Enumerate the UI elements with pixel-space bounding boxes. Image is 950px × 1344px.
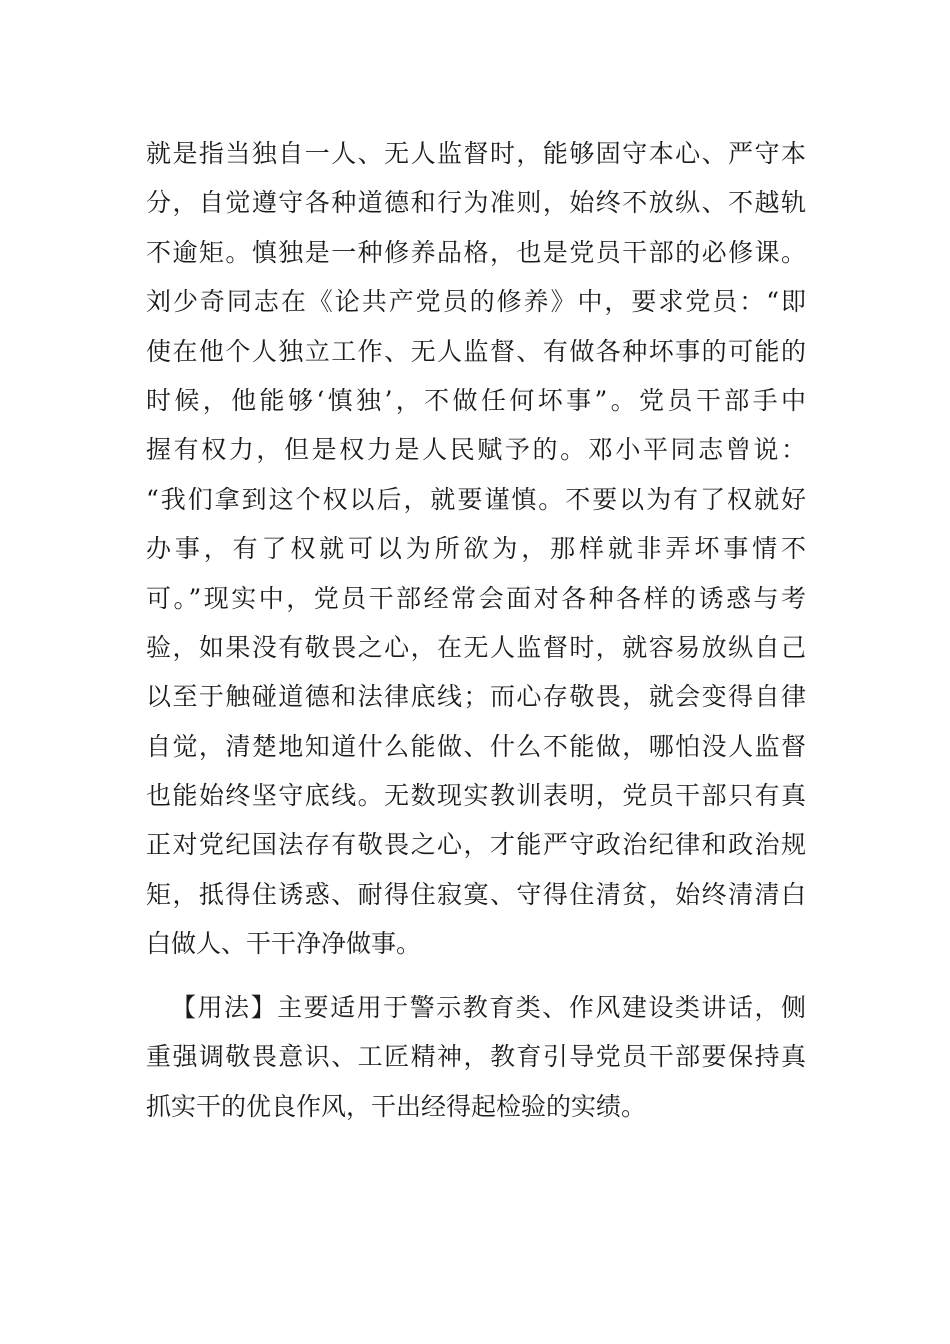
text-line: 以至于触碰道德和法律底线；而心存敬畏，就会变得自律 bbox=[146, 682, 806, 712]
text-line: 抓实干的优良作风，干出经得起检验的实绩。 bbox=[146, 1091, 647, 1121]
text-line: 就是指当独自一人、无人监督时，能够固守本心、严守本 bbox=[146, 139, 806, 168]
text-line: 白做人、干干净净做事。 bbox=[146, 929, 422, 959]
text-line: 也能始终坚守底线。无数现实教训表明，党员干部只有真 bbox=[146, 781, 806, 811]
text-line: 正对党纪国法存有敬畏之心，才能严守政治纪律和政治规 bbox=[146, 830, 806, 860]
text-line: 矩，抵得住诱惑、耐得住寂寞、守得住清贫，始终清清白 bbox=[146, 879, 806, 909]
text-line: 分，自觉遵守各种道德和行为准则，始终不放纵、不越轨 bbox=[146, 188, 806, 218]
text-line: 【用法】主要适用于警示教育类、作风建设类讲话，侧 bbox=[171, 993, 806, 1022]
text-line: “我们拿到这个权以后，就要谨慎。不要以为有了权就好 bbox=[146, 484, 806, 514]
text-line: 不逾矩。慎独是一种修养品格，也是党员干部的必修课。 bbox=[146, 237, 806, 267]
body-paragraph-1 bbox=[146, 129, 806, 969]
text-line: 使在他个人独立工作、无人监督、有做各种坏事的可能的 bbox=[146, 336, 806, 366]
text-line: 握有权力，但是权力是人民赋予的。邓小平同志曾说： bbox=[146, 435, 806, 465]
text-line: 自觉，清楚地知道什么能做、什么不能做，哪怕没人监督 bbox=[146, 731, 806, 761]
text-line: 时候，他能够‘慎独’，不做任何坏事”。党员干部手中 bbox=[146, 385, 806, 415]
text-line: 刘少奇同志在《论共产党员的修养》中，要求党员：“即 bbox=[146, 287, 806, 317]
text-line: 可。”现实中，党员干部经常会面对各种各样的诱惑与考 bbox=[146, 583, 806, 613]
text-line: 办事，有了权就可以为所欲为，那样就非弄坏事情不 bbox=[146, 534, 806, 564]
usage-paragraph bbox=[146, 983, 806, 1131]
text-line: 验，如果没有敬畏之心，在无人监督时，就容易放纵自己 bbox=[146, 632, 806, 662]
text-line: 重强调敬畏意识、工匠精神，教育引导党员干部要保持真 bbox=[146, 1042, 806, 1072]
